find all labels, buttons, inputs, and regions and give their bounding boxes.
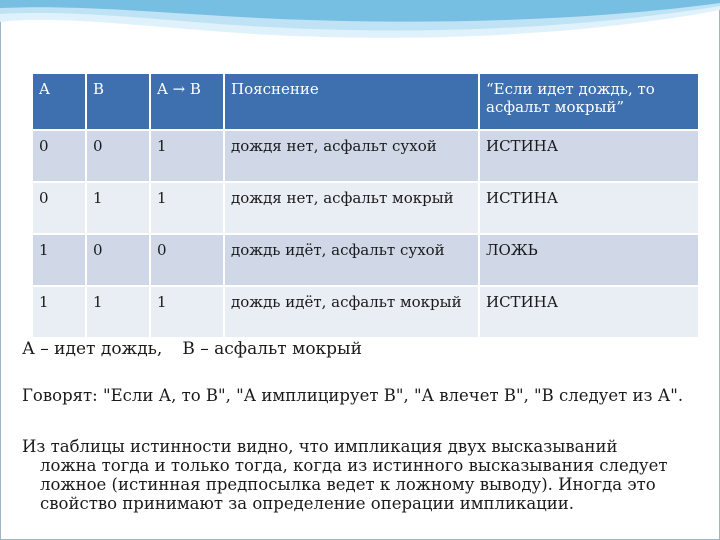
table-row [32,182,699,234]
table-row [32,130,699,182]
truth-table [31,72,700,339]
table-cell: ИСТИНА [479,130,699,182]
table-cell: 0 [86,234,150,286]
table-cell: 1 [32,286,86,338]
table-cell: дождя нет, асфальт сухой [224,130,479,182]
table-cell: ЛОЖЬ [479,234,699,286]
table-cell: 0 [32,182,86,234]
paragraph-synonyms: Говорят: "Если А, то В", "А имплицирует В", "А влечет В", "В следует из А". [22,386,684,405]
table-cell: 1 [150,286,224,338]
header-cell-a: A [32,73,86,130]
table-cell: 1 [86,286,150,338]
table-cell: 1 [150,130,224,182]
paragraph-conclusion-rest: ложна тогда и только тогда, когда из истинного высказывания следует ложное (истинная предпосылка ведет к ложному выводу). Иногда это свойство принимают за определение операции импликации. [40,456,668,513]
legend-line [22,339,362,359]
table-cell: 1 [150,182,224,234]
header-cell-explanation: Пояснение [224,73,479,130]
decorative-wave [0,0,720,60]
table-row [32,286,699,338]
table-header-row [32,73,699,130]
paragraph-conclusion-first-line: Из таблицы истинности видно, что импликация двух высказываний [22,437,618,456]
table-cell: дождя нет, асфальт мокрый [224,182,479,234]
table-cell: 0 [32,130,86,182]
table-cell: 0 [150,234,224,286]
legend-b: В – асфальт мокрый [182,339,362,359]
table-row [32,234,699,286]
table-cell: ИСТИНА [479,182,699,234]
table-cell: 1 [32,234,86,286]
table-cell: дождь идёт, асфальт мокрый [224,286,479,338]
table-cell: 1 [86,182,150,234]
table-cell: 0 [86,130,150,182]
legend-a: А – идет дождь, [22,339,163,359]
table-cell: дождь идёт, асфальт сухой [224,234,479,286]
paragraph-conclusion [22,437,702,513]
table-cell: ИСТИНА [479,286,699,338]
header-cell-implication: A → B [150,73,224,130]
header-cell-b: B [86,73,150,130]
header-cell-example: “Если идет дождь, то асфальт мокрый” [479,73,699,130]
